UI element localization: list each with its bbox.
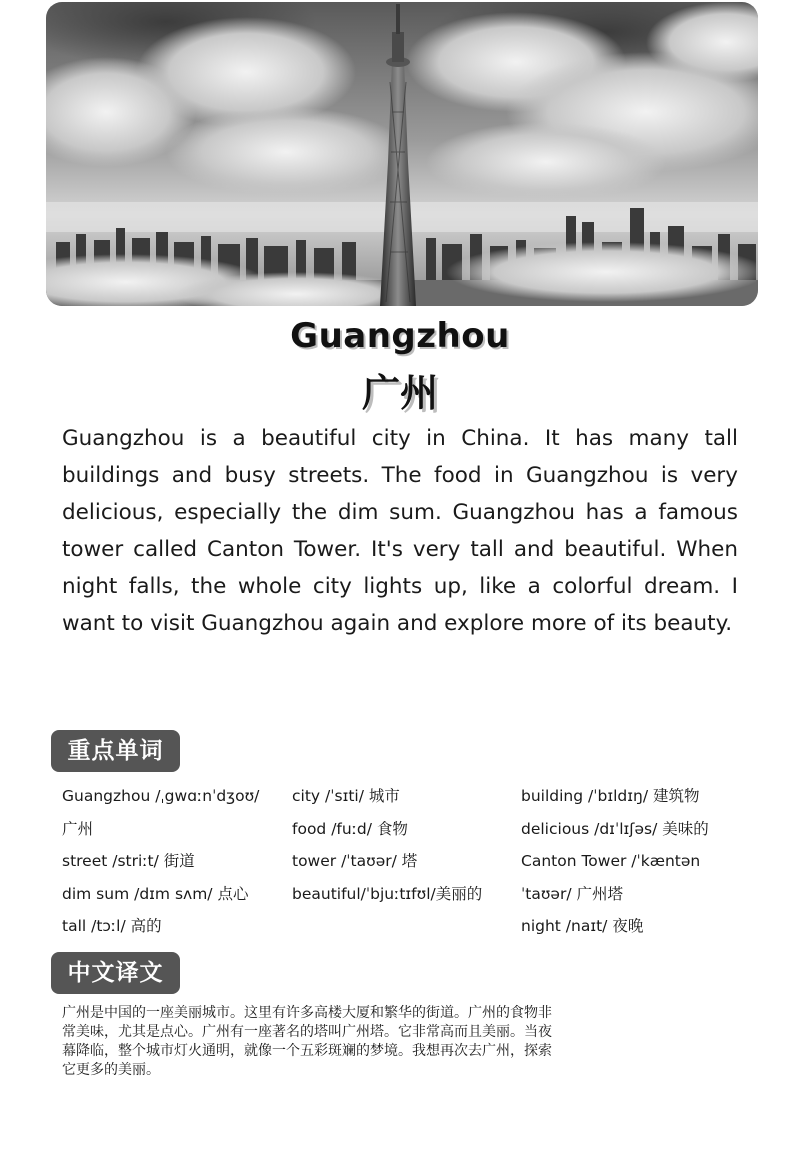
- canton-tower-photo-icon: [46, 2, 758, 306]
- vocab-item: dim sum /dɪm sʌm/ 点心: [62, 884, 249, 903]
- vocab-item: ˈtaʊər/ 广州塔: [521, 884, 623, 903]
- hero-image: [46, 2, 758, 306]
- vocab-item: Canton Tower /ˈkæntən: [521, 852, 701, 870]
- vocab-item: tall /tɔːl/ 高的: [62, 917, 162, 935]
- vocab-column-3: [521, 780, 709, 943]
- vocab-item: city /ˈsɪti/ 城市: [292, 787, 400, 805]
- translation-line: 幕降临，整个城市灯火通明，就像一个五彩斑斓的梦境。我想再次去广州，探索: [62, 1043, 552, 1059]
- vocab-section-label: 重点单词: [51, 730, 180, 772]
- vocab-item: night /naɪt/ 夜晚: [521, 917, 644, 935]
- vocab-column-2: [292, 780, 482, 910]
- translation-section-label: 中文译文: [51, 952, 180, 994]
- vocab-item: Guangzhou /ˌgwɑːnˈdʒoʊ/: [62, 787, 260, 805]
- vocab-item: tower /ˈtaʊər/ 塔: [292, 852, 418, 870]
- page-title-english: Guangzhou: [290, 316, 510, 356]
- vocab-item: building /ˈbɪldɪŋ/ 建筑物: [521, 787, 700, 805]
- page-title-chinese: 广州: [361, 371, 438, 415]
- reading-passage: Guangzhou is a beautiful city in China. It has many tall buildings and busy streets. The food in Guangzhou is very delicious, especially the dim sum. Guangzhou has a famous tower called Canton Tower. It's very tall and beautiful. When night falls, the whole city lights up, like a colorful dream. I want to visit Guangzhou again and explore more of its beauty.: [62, 426, 738, 636]
- translation-line: 广州是中国的一座美丽城市。这里有许多高楼大厦和繁华的街道。广州的食物非: [62, 1005, 552, 1021]
- vocab-item: street /striːt/ 街道: [62, 852, 195, 870]
- chinese-translation: [62, 1004, 642, 1080]
- translation-line: 它更多的美丽。: [62, 1062, 160, 1078]
- translation-line: 常美味，尤其是点心。广州有一座著名的塔叫广州塔。它非常高而且美丽。当夜: [62, 1024, 552, 1040]
- vocab-item: food /fuːd/ 食物: [292, 819, 408, 838]
- vocab-item: beautiful/ˈbjuːtɪfʊl/美丽的: [292, 884, 483, 903]
- vocab-item: delicious /dɪˈlɪʃəs/ 美味的: [521, 819, 709, 838]
- vocab-item: 广州: [62, 819, 94, 838]
- vocab-column-1: [62, 780, 259, 943]
